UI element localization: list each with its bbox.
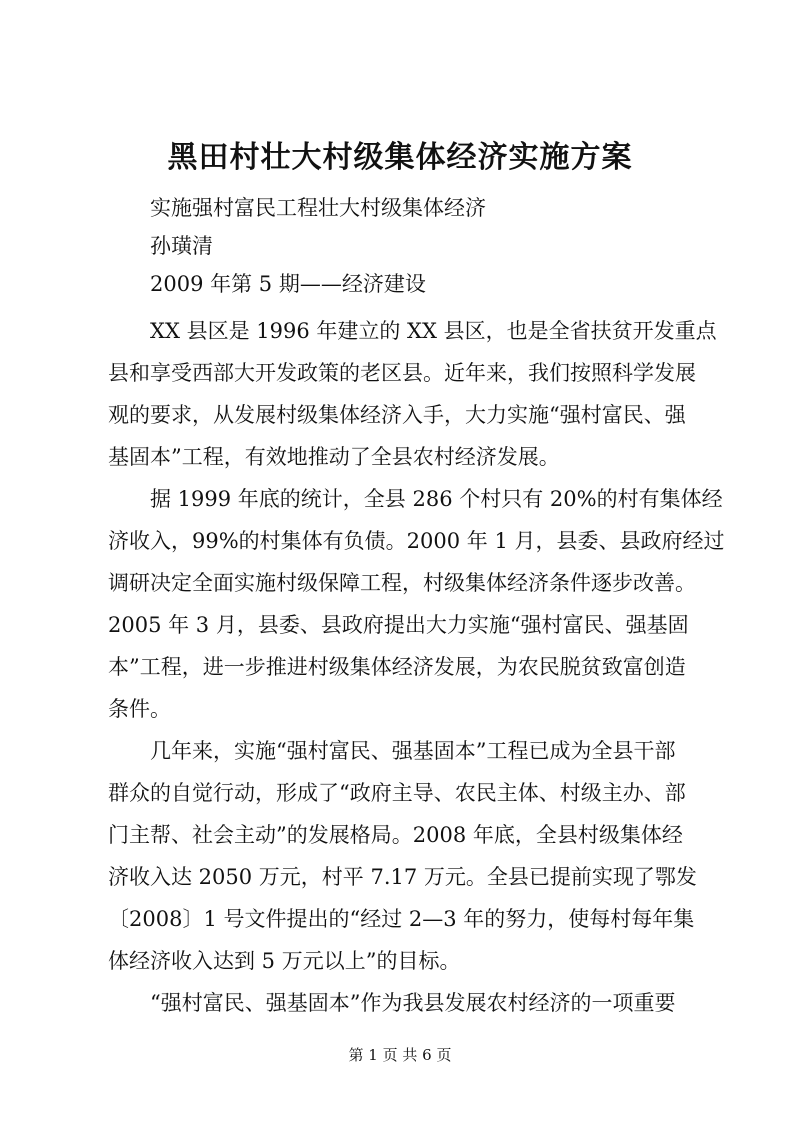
document-body: [108, 310, 725, 1024]
paragraph: [108, 982, 708, 1024]
paragraph-line: XX 县区是 1996 年建立的 XX 县区，也是全省扶贫开发重点: [150, 319, 717, 343]
paragraph: [108, 730, 708, 982]
paragraph-line: 本”工程，进一步推进村级集体经济发展，为农民脱贫致富创造: [108, 655, 686, 679]
paragraph-line: 体经济收入达到 5 万元以上”的目标。: [108, 949, 461, 973]
paragraph-line: 据 1999 年底的统计，全县 286 个村只有 20%的村有集体经: [150, 487, 723, 511]
paragraph-line: 几年来，实施“强村富民、强基固本”工程已成为全县干部: [150, 739, 676, 763]
document-author: 孙璜清: [150, 234, 213, 258]
paragraph-line: 济收入，99%的村集体有负债。2000 年 1 月，县委、县政府经过: [108, 529, 725, 553]
paragraph-line: 门主帮、社会主动”的发展格局。2008 年底，全县村级集体经: [108, 823, 683, 847]
paragraph-line: 县和享受西部大开发政策的老区县。近年来，我们按照科学发展: [108, 361, 696, 385]
page-footer: 第 1 页 共 6 页: [348, 1046, 452, 1064]
document-issue: 2009 年第 5 期——经济建设: [150, 272, 426, 296]
paragraph-line: 观的要求，从发展村级集体经济入手，大力实施“强村富民、强: [108, 403, 686, 427]
paragraph-line: 2005 年 3 月，县委、县政府提出大力实施“强村富民、强基固: [108, 613, 689, 637]
paragraph-line: “强村富民、强基固本”作为我县发展农村经济的一项重要: [150, 991, 676, 1015]
document-subtitle: 实施强村富民工程壮大村级集体经济: [150, 196, 486, 220]
document-title: 黑田村壮大村级集体经济实施方案: [167, 140, 633, 175]
paragraph-line: 群众的自觉行动，形成了“政府主导、农民主体、村级主办、部: [108, 781, 686, 805]
paragraph-line: 调研决定全面实施村级保障工程，村级集体经济条件逐步改善。: [108, 571, 696, 595]
paragraph-line: 〔2008〕1 号文件提出的“经过 2—3 年的努力，使每村每年集: [108, 907, 695, 931]
paragraph: [108, 478, 725, 730]
paragraph-line: 济收入达 2050 万元，村平 7.17 万元。全县已提前实现了鄂发: [108, 865, 697, 889]
paragraph-line: 基固本”工程，有效地推动了全县农村经济发展。: [108, 445, 560, 469]
paragraph-line: 条件。: [108, 697, 171, 721]
paragraph: [108, 310, 717, 478]
